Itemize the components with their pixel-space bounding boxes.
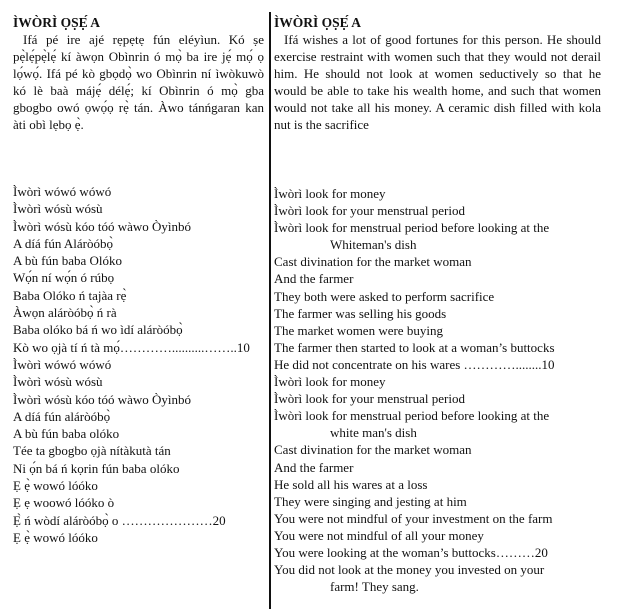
yoruba-verse-line: Ìwòrì wówó wówó [13, 184, 112, 199]
yoruba-verse-line: Ìwòrì wówó wówó [13, 356, 112, 372]
yoruba-verse-line: Ìwòrì wósù wósù [13, 201, 103, 217]
yoruba-verse-line: A díá fún aláròóbọ̀ [13, 408, 111, 424]
yoruba-heading: ÌWÒRÌ ỌṢẸ́ A [13, 15, 101, 30]
english-verse-line: Ìwòrì look for menstrual period before looking at the [274, 408, 550, 424]
yoruba-verse-line: Ni ọ́n bá ń kọrin fún baba olóko [13, 460, 180, 476]
yoruba-verse-line: Tée ta gbogbo ọjà nítàkutà tán [13, 443, 171, 459]
english-verses [274, 185, 601, 595]
english-verse-line: Cast divination for the market woman [274, 254, 472, 270]
yoruba-paragraph: Ifá pé ire ajé rẹpẹtẹ fún eléyìun. Kó ṣe pẹ̀lẹ́pẹ̀lẹ́ kí àwọn Obìnrin ó mọ̀ ba ire jẹ́ mọ́ ọ lọ́wọ́. Ifá pé kò gbọdọ̀ wo Obìnrin ní ìwòkuwò kó lè baà májẹ́ délẹ́; kí Obìnrin ó mọ̀ gba gbogbo owó ọwọ́ọ rẹ̀ tán. Àwo tánńgaran kan àti obì lẹbọ ẹ̀. [13, 32, 264, 132]
yoruba-verse-line: Baba Olóko ń tajàa rẹ̀ [13, 287, 127, 303]
english-paragraph: Ifá wishes a lot of good fortunes for this person. He should exercise restraint with women such that they would not derail him. He should not look at women seductively so that he would be able to take his wealth home, and such that women would not take all his money. A ceramic dish filled with kola nut is the sacrifice [274, 32, 601, 132]
english-verse-line: Ìwòrì look for your menstrual period [274, 391, 465, 407]
english-verse-line: They both were asked to perform sacrifice [274, 288, 495, 304]
english-verse-line: The market women were buying [274, 322, 443, 338]
english-column-intro [274, 14, 601, 133]
english-verse-continuation: Whiteman's dish [330, 237, 417, 253]
english-verse-continuation: farm! They sang. [330, 579, 419, 595]
yoruba-verse-line: Ẹ ẹ̀ wowó lóóko [13, 529, 98, 545]
yoruba-verse-line: A díá fún Aláròóbọ̀ [13, 235, 114, 251]
english-verse-line: And the farmer [274, 459, 354, 475]
english-verse-line: He sold all his wares at a loss [274, 476, 428, 492]
english-verse-continuation: white man's dish [330, 425, 417, 441]
english-verse-line: Ìwòrì look for money [274, 186, 386, 201]
yoruba-verse-line: Wọ́n ní wọ́n ó rúbọ [13, 270, 115, 286]
english-verse-line: The farmer was selling his goods [274, 305, 447, 321]
english-verse-line: Ìwòrì look for money [274, 374, 386, 390]
yoruba-verse-line: A bù fún baba Olóko [13, 253, 123, 269]
yoruba-verse-line: Ẹ ẹ woowó lóóko ò [13, 495, 115, 511]
yoruba-verse-line: Ìwòrì wósù kóo tóó wàwo Òyìnbó [13, 218, 192, 234]
yoruba-verse-line: A bù fún baba olóko [13, 426, 120, 442]
english-verse-line: And the farmer [274, 271, 354, 287]
yoruba-verse-line: Ẹ ẹ̀ wowó lóóko [13, 478, 98, 494]
english-verse-line: Ìwòrì look for menstrual period before looking at the [274, 220, 550, 236]
english-verse-line: He did not concentrate on his wares …………........10 [274, 356, 555, 372]
yoruba-verse-line: Baba olóko bá ń wo ìdí aláròóbọ̀ [13, 322, 183, 338]
yoruba-verse-line: Àwọn aláròóbọ̀ ń rà [13, 305, 117, 321]
yoruba-verse-line: Kò wo ọjà tí ń tà mọ́…………..........……..10 [13, 339, 250, 355]
yoruba-verse-line: Ẹ̀ ń wòdí aláròóbọ̀ o …………………20 [13, 512, 226, 528]
yoruba-verse-line: Ìwòrì wósù kóo tóó wàwo Òyìnbó [13, 391, 192, 407]
yoruba-verses [13, 183, 268, 546]
english-verse-line: You were not mindful of your investment on the farm [274, 510, 553, 526]
column-divider [269, 12, 271, 609]
english-heading: ÌWÒRÌ ỌṢẸ́ A [274, 15, 362, 30]
english-verse-line: Ìwòrì look for your menstrual period [274, 203, 465, 219]
english-verse-line: The farmer then started to look at a woman’s buttocks [274, 339, 555, 355]
yoruba-column-intro [13, 14, 264, 133]
english-verse-line: They were singing and jesting at him [274, 493, 467, 509]
yoruba-verse-line: Ìwòrì wósù wósù [13, 374, 103, 390]
english-verse-line: Cast divination for the market woman [274, 442, 472, 458]
english-verse-line: You did not look at the money you invested on your [274, 562, 545, 578]
english-verse-line: You were not mindful of all your money [274, 527, 484, 543]
english-verse-line: You were looking at the woman’s buttocks………20 [274, 544, 548, 560]
